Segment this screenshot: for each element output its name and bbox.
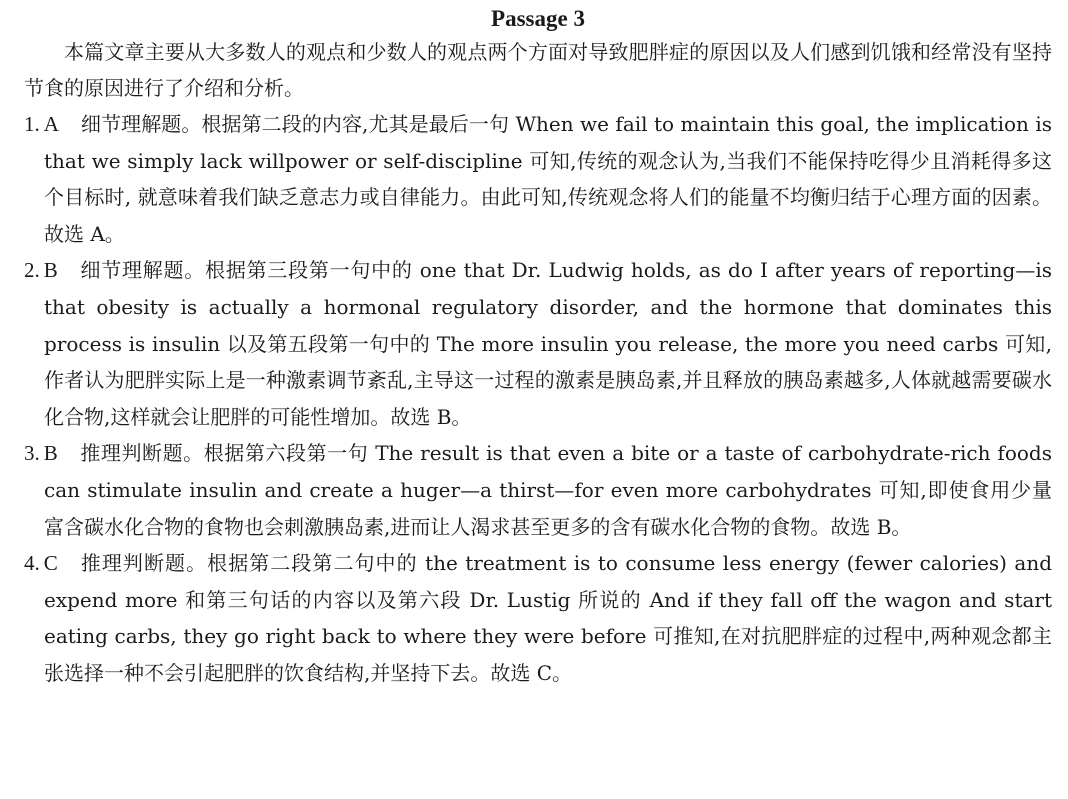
item-explanation: 根据第二段的内容,尤其是最后一句 When we fail to maintain this goal, the implication is that we simply lack willpower or self-discipline 可知,传统的观念认为,当我们不能保持吃得少且消耗得多这个目标时, 就意味着我们缺乏意志力或自律能力。由此可知,传统观念将人们的能量不均衡归结于心理方面的因素。故选 A。 [44, 112, 1053, 246]
item-answer: B [43, 441, 58, 466]
item-explanation: 根据第二段第二句中的 the treatment is to consume less energy (fewer calories) and expend more 和第三句话的内容以及第六段 Dr. Lustig 所说的 And if they fall off the wagon and start eating carbs, they go right back to where they were before 可推知,在对抗肥胖症的过程中,两种观念都主张选择一种不会引起肥胖的饮食结构,并坚持下去。故选 C。 [44, 551, 1053, 685]
answer-item-2 [24, 252, 1052, 435]
item-number: 4. [24, 551, 40, 576]
answer-item-4 [24, 545, 1052, 691]
item-answer: B [43, 258, 58, 283]
item-number: 3. [24, 441, 40, 466]
item-answer: C [43, 551, 58, 576]
passage-intro: 本篇文章主要从大多数人的观点和少数人的观点两个方面对导致肥胖症的原因以及人们感到饥饿和经常没有坚持节食的原因进行了介绍和分析。 [24, 40, 1052, 100]
item-number: 1. [24, 112, 40, 136]
item-question-type: 推理判断题。 [79, 551, 208, 576]
passage-title: Passage 3 [491, 6, 585, 31]
item-number: 2. [24, 258, 40, 283]
item-question-type: 细节理解题。 [79, 258, 206, 283]
answer-item-3 [24, 435, 1052, 545]
item-question-type: 推理判断题。 [79, 441, 204, 466]
item-question-type: 细节理解题。 [80, 112, 202, 136]
answer-explanation-list [24, 106, 1052, 692]
item-answer: A [43, 112, 59, 136]
item-explanation: 根据第三段第一句中的 one that Dr. Ludwig holds, as do I after years of reporting—is that obesity is actually a hormonal regulatory disorder, and the hormone that dominates this process is insulin 以及第五段第一句中的 The more insulin you release, the more you need carbs 可知,作者认为肥胖实际上是一种激素调节紊乱,主导这一过程的激素是胰岛素,并且释放的胰岛素越多,人体就越需要碳水化合物,这样就会让肥胖的可能性增加。故选 B。 [44, 258, 1052, 429]
answer-item-1 [24, 106, 1052, 252]
item-explanation: 根据第六段第一句 The result is that even a bite or a taste of carbohydrate-rich foods can stimulate insulin and create a huger—a thirst—for even more carbohydrates 可知,即使食用少量富含碳水化合物的食物也会刺激胰岛素,进而让人渴求甚至更多的含有碳水化合物的食物。故选 B。 [44, 441, 1052, 539]
